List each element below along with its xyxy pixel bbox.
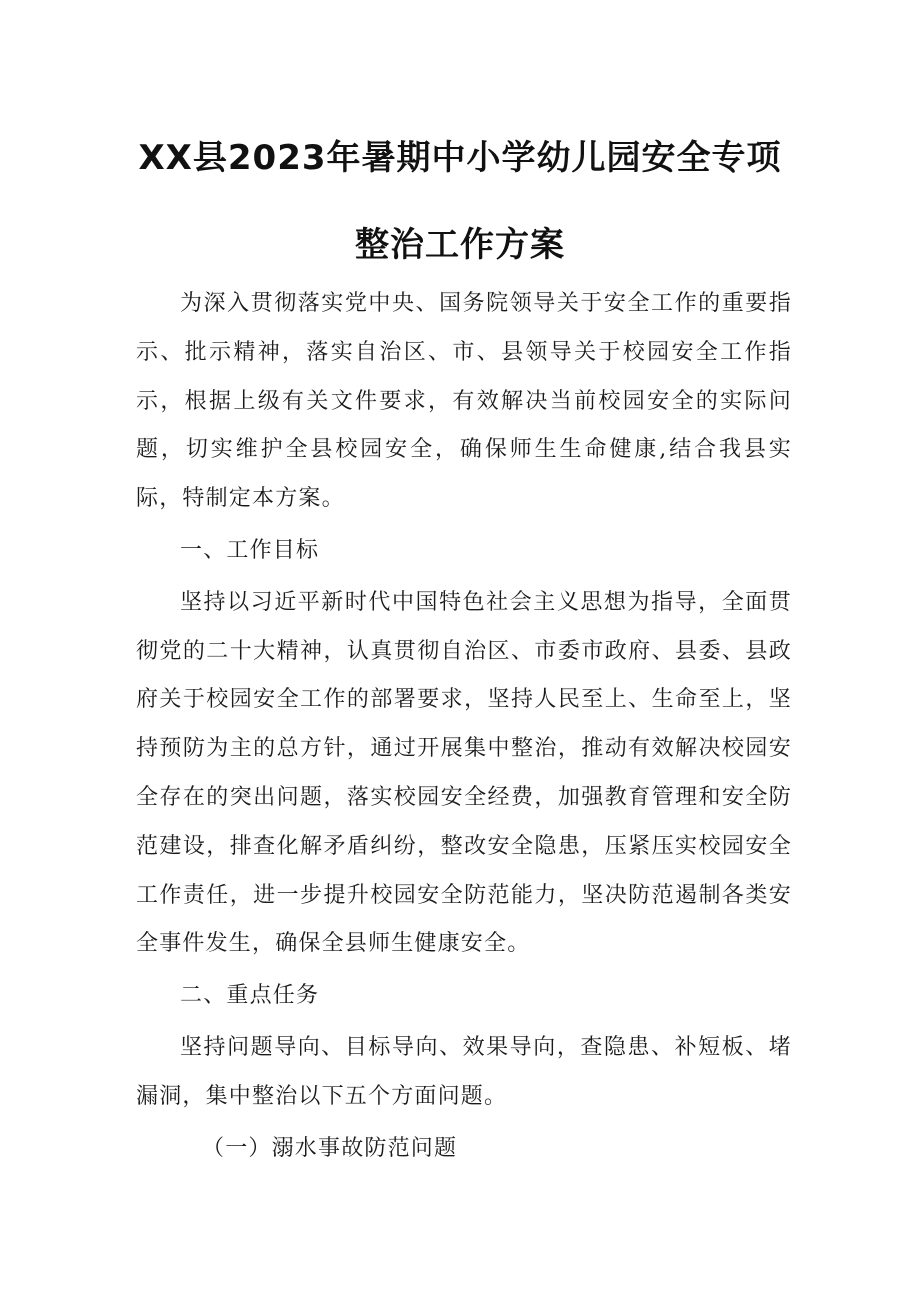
document-body [136, 280, 792, 1173]
subsection-heading-drowning: （一）溺水事故防范问题 [202, 1135, 458, 1161]
document-title-line-2: 整治工作方案 [355, 225, 565, 265]
tasks-paragraph: 坚持问题导向、目标导向、效果导向，查隐患、补短板、堵漏洞，集中整治以下五个方面问题。 [136, 1034, 792, 1109]
intro-paragraph: 为深入贯彻落实党中央、国务院领导关于安全工作的重要指示、批示精神，落实自治区、市、县领导关于校园安全工作指示，根据上级有关文件要求，有效解决当前校园安全的实际问题，切实维护全县校园安全，确保师生生命健康,结合我县实际，特制定本方案。 [136, 291, 792, 512]
goals-paragraph: 坚持以习近平新时代中国特色社会主义思想为指导，全面贯彻党的二十大精神，认真贯彻自治区、市委市政府、县委、县政府关于校园安全工作的部署要求，坚持人民至上、生命至上，坚持预防为主的总方针，通过开展集中整治，推动有效解决校园安全存在的突出问题，落实校园安全经费，加强教育管理和安全防范建设，排查化解矛盾纠纷，整改安全隐患，压紧压实校园安全工作责任，进一步提升校园安全防范能力，坚决防范遏制各类安全事件发生，确保全县师生健康安全。 [136, 589, 792, 957]
section-heading-goals: 一、工作目标 [180, 537, 320, 563]
section-heading-tasks: 二、重点任务 [180, 983, 320, 1009]
document-title-line-1: XX县2023年暑期中小学幼儿园安全专项 [138, 138, 782, 178]
